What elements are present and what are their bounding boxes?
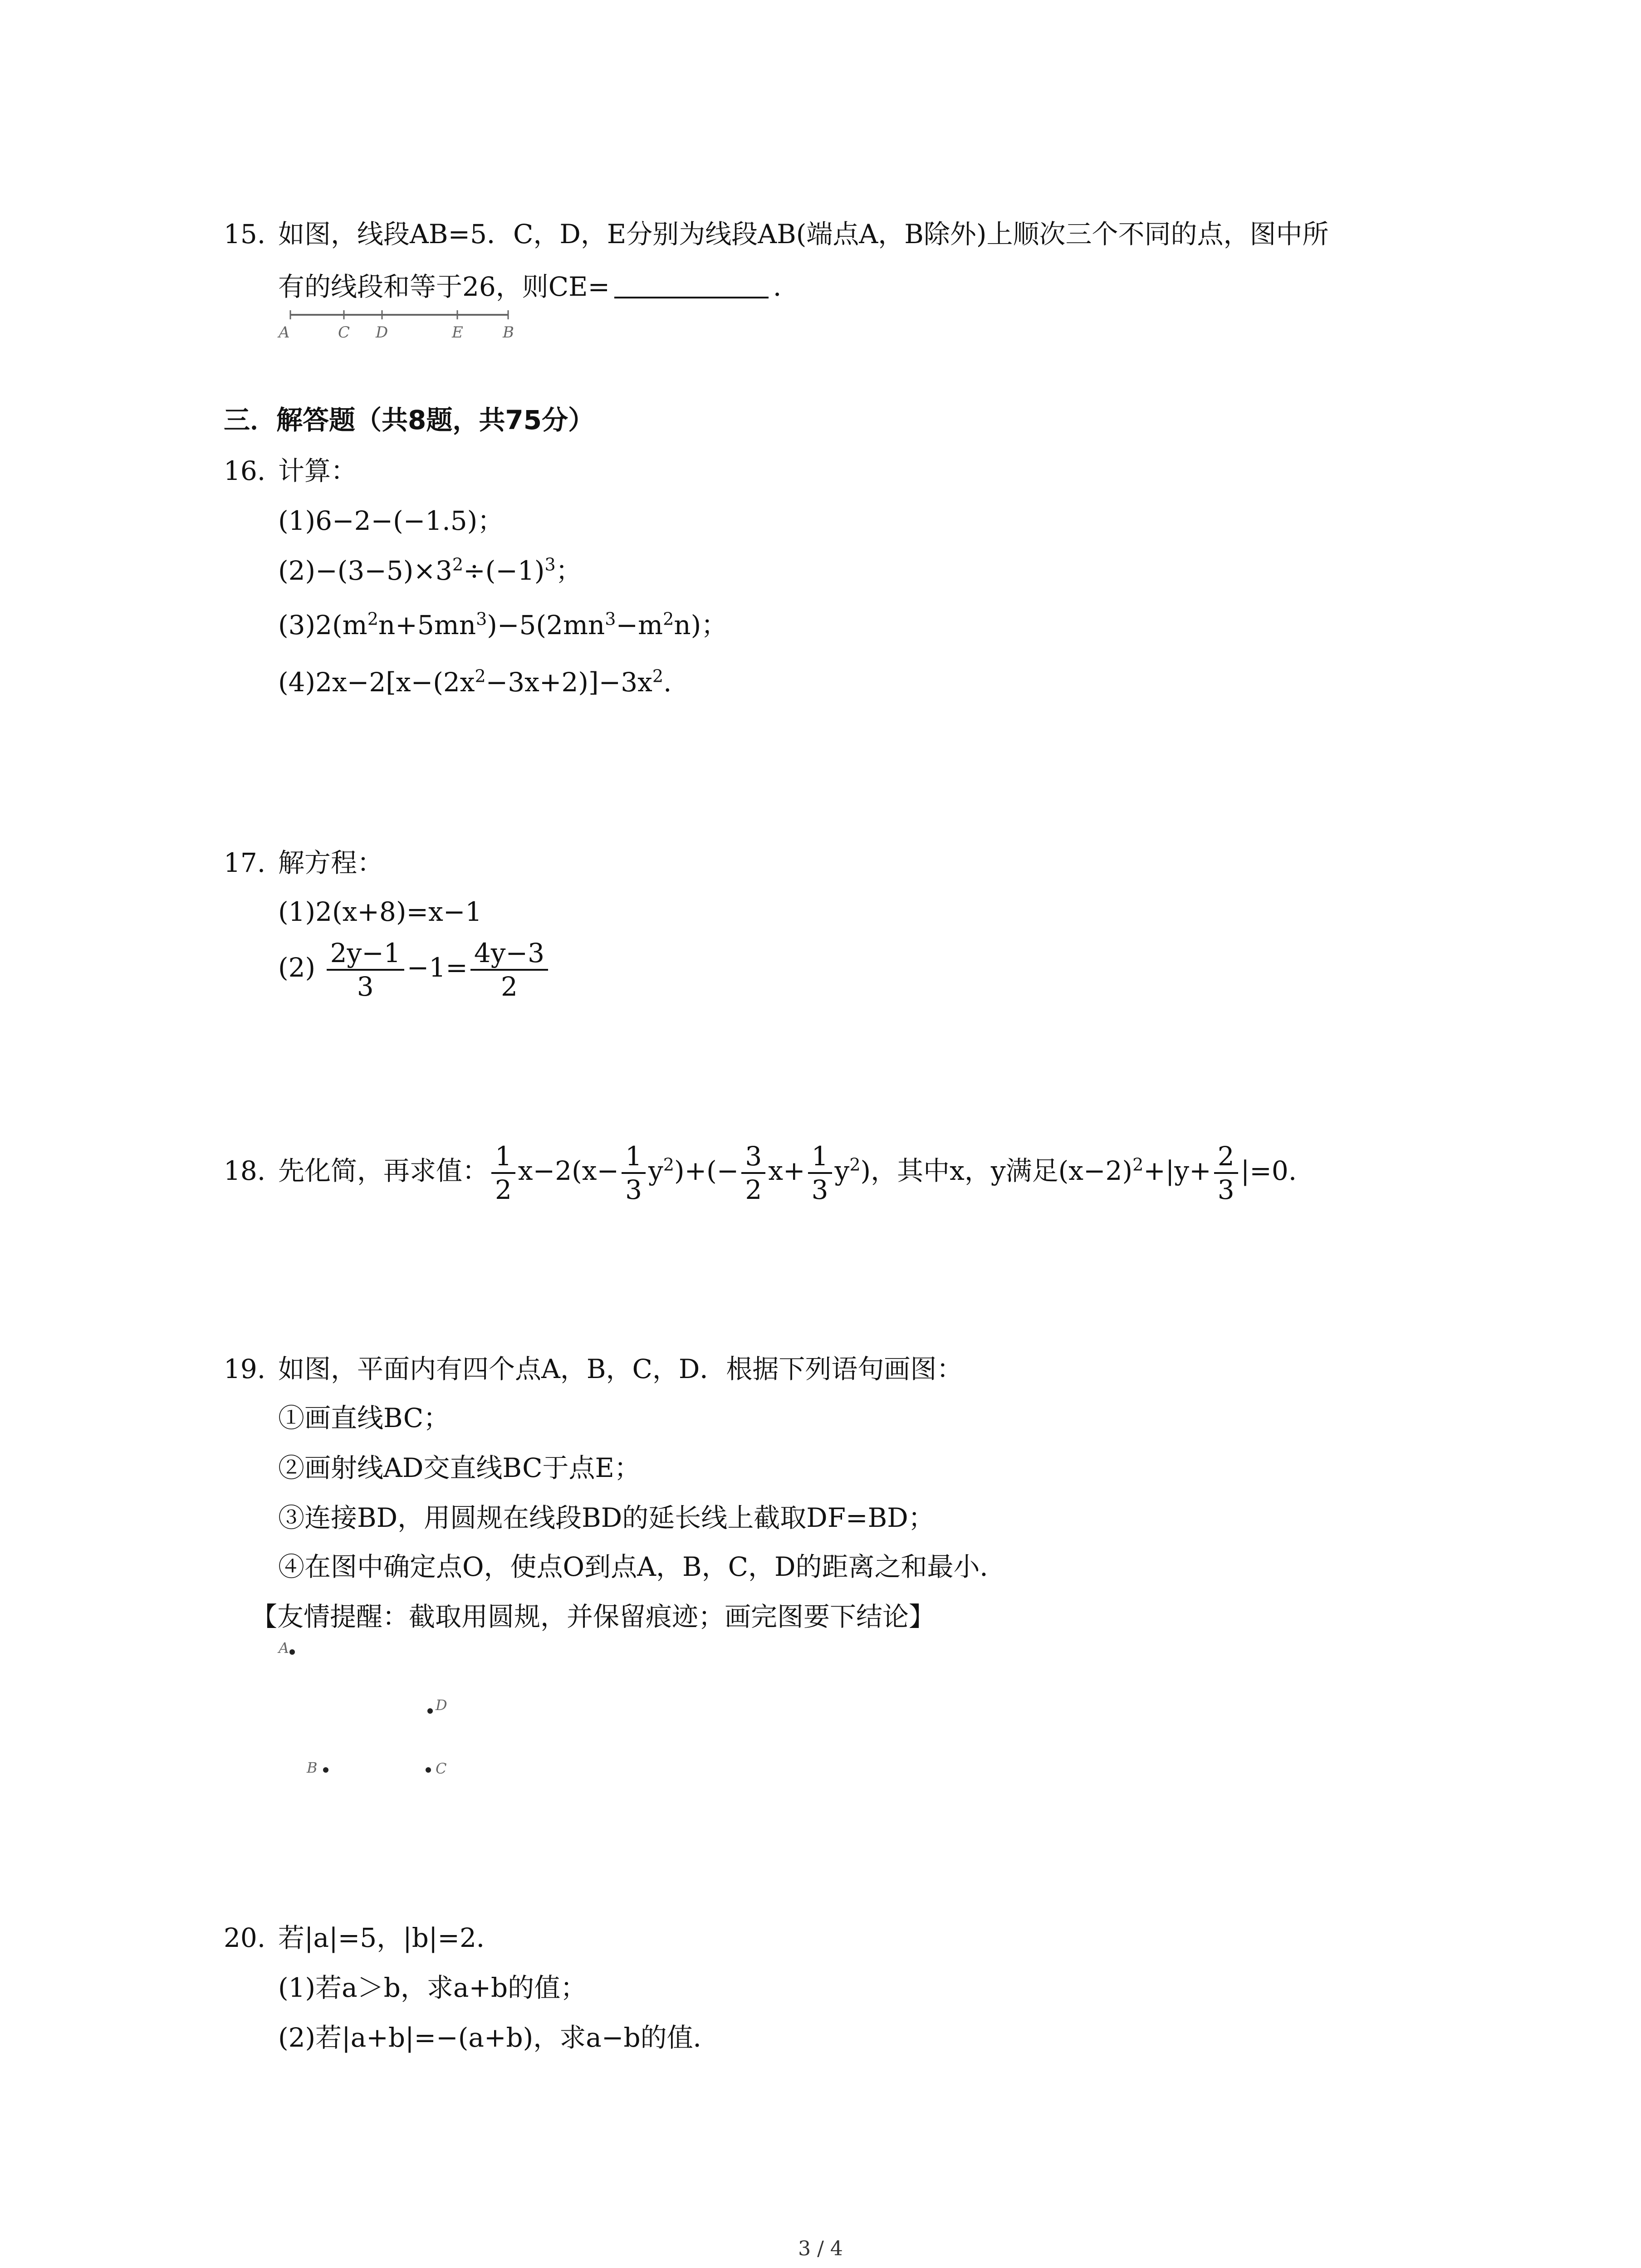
q16-p2b: 2 [452,554,464,575]
q18-frac-4 [808,1140,832,1206]
q17-f2-num: 4y−3 [470,937,548,971]
q17-f1-num: 2y−1 [327,937,404,971]
q15-line1 [224,216,1329,252]
q16-p2d: 3 [544,554,556,575]
q16-p3f: 3 [605,609,616,629]
q19-title [224,1351,963,1387]
point-b-label: B [307,1759,318,1776]
q16-p3c: n+5mn [378,610,476,640]
q18-f4d: 3 [811,1174,828,1205]
q16-p3d: 3 [476,609,487,629]
q17-f2-den: 2 [501,971,518,1002]
q16-part3 [278,607,727,643]
q19-step4: ④在图中确定点O，使点O到点A，B，C，D的距离之和最小． [278,1551,1006,1582]
q20-title [224,1920,503,1956]
q19-step2: ②画射线AD交直线BC于点E； [278,1452,641,1483]
label-d: D [376,323,388,342]
point-c [426,1767,431,1773]
point-b [323,1767,328,1773]
q19-hint: 【友情提醒：截取用圆规，并保留痕迹；画完图要下结论】 [251,1601,936,1632]
q16-p4a: (4)2x−2[x−(2x [278,667,475,698]
q16-title-text: 计算： [278,455,358,486]
q15-text-line2: 有的线段和等于26，则CE= [278,271,610,302]
q16-part4 [278,664,671,700]
q18-t6s: 2 [1132,1154,1144,1175]
label-c: C [338,323,350,342]
q16-title [224,453,357,489]
q16-p3a: (3)2(m [278,610,367,640]
q18-f2n: 1 [622,1140,646,1174]
section-3-title: 三．解答题（共8题，共75分） [224,405,595,435]
q18-f3d: 2 [745,1174,762,1205]
q18-f4n: 1 [808,1140,832,1174]
point-a-label: A [279,1639,289,1657]
q18-frac-1 [491,1140,515,1206]
q20-number: 20. [224,1922,266,1953]
q20-title-text: 若|a|=5，|b|=2． [278,1922,503,1953]
q17-title [224,845,383,881]
q15-line2 [278,269,799,305]
q17-fraction-1 [327,937,404,1002]
q20-part1: (1)若a＞b，求a+b的值； [278,1972,587,2003]
q19-title-text: 如图，平面内有四个点A，B，C，D．根据下列语句画图： [278,1354,963,1384]
q16-p3e: )−5(2mn [487,610,605,640]
q19-number: 19. [224,1354,266,1384]
q16-p2c: ÷(−1) [463,555,545,586]
q17-fraction-2 [470,937,548,1002]
page-number: 3 / 4 [798,2237,843,2260]
q16-p3g: −m [616,610,663,640]
q19-step1: ①画直线BC； [278,1403,450,1433]
q17-f1-den: 3 [357,971,374,1002]
q15-answer-blank[interactable] [614,269,769,298]
q18-t1: x−2(x− [518,1155,619,1186]
q18-f5n: 2 [1214,1140,1238,1174]
q16-p3i: n)； [674,610,728,640]
q17-number: 17. [224,847,266,878]
q18-prefix: 先化简，再求值： [278,1155,489,1186]
q17-part1: (1)2(x+8)=x−1 [278,896,482,927]
label-b: B [503,323,514,342]
label-a: A [279,323,290,342]
q16-p2e: ； [555,555,582,586]
q18-t5: y [834,1155,850,1186]
point-c-label: C [436,1760,447,1777]
q18-line [224,1137,1297,1206]
q16-p4d: 2 [652,666,664,686]
q20-part2: (2)若|a+b|=−(a+b)，求a−b的值． [278,2022,720,2053]
q16-p4c: −3x+2)]−3x [485,667,652,698]
q17-p2-mid: −1= [407,952,468,983]
q18-t7: +|y+ [1143,1155,1211,1186]
q19-figure [272,1633,490,1796]
point-d [427,1708,433,1714]
q18-t2s: 2 [663,1154,674,1175]
q19-step3: ③连接BD，用圆规在线段BD的延长线上截取DF=BD； [278,1502,935,1533]
q17-p2-prefix: (2) [278,952,316,983]
q18-f3n: 3 [741,1140,765,1174]
q16-p4e: . [663,667,672,698]
q18-t5s: 2 [849,1154,861,1175]
point-d-label: D [436,1696,447,1714]
q15-text-line1: 如图，线段AB=5．C，D，E分别为线段AB(端点A，B除外)上顺次三个不同的点，图中所 [278,219,1329,249]
q18-t8: |=0. [1240,1155,1297,1186]
q18-frac-5 [1214,1140,1238,1206]
q15-number: 15. [224,219,266,249]
q18-t6: )，其中x，y满足(x−2) [860,1155,1133,1186]
q18-t3: )+(− [674,1155,739,1186]
q16-p4b: 2 [475,666,486,686]
q18-number: 18. [224,1155,266,1186]
label-e: E [452,323,463,342]
q18-f5d: 3 [1217,1174,1234,1205]
q18-f2d: 3 [625,1174,642,1205]
point-a [289,1649,295,1655]
q18-f1n: 1 [491,1140,515,1174]
q16-p3h: 2 [663,609,674,629]
q18-t2: y [648,1155,663,1186]
q15-period: ． [773,271,800,302]
q18-frac-3 [741,1140,765,1206]
q16-p3b: 2 [367,609,378,629]
q17-title-text: 解方程： [278,847,384,878]
q18-t4: x+ [768,1155,805,1186]
q16-part1: (1)6−2−(−1.5)； [278,505,504,536]
q16-p2a: (2)−(3−5)×3 [278,555,452,586]
q17-part2 [278,934,551,1002]
q16-part2 [278,552,582,589]
q18-frac-2 [622,1140,646,1206]
q15-figure [272,305,526,346]
q18-f1d: 2 [495,1174,512,1205]
q16-number: 16. [224,455,266,486]
